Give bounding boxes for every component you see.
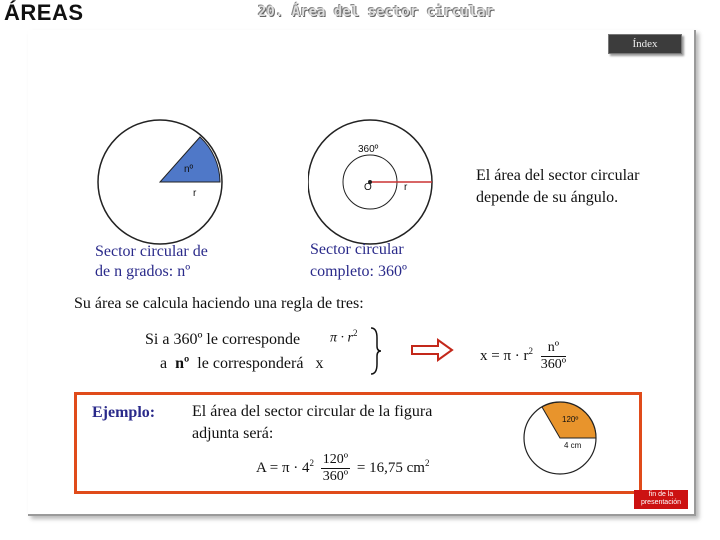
sector-formula <box>480 340 566 373</box>
rule-corresponde: le corresponderá <box>197 355 304 372</box>
example-text-2: adjunta será: <box>192 425 274 442</box>
sector-n-caption-2: de n grados: nº <box>95 263 191 280</box>
example-diagram <box>520 398 600 478</box>
eq-lhs: A = π · 4 <box>256 459 310 476</box>
sector-n-diagram <box>90 112 230 252</box>
formula-exp: 2 <box>528 345 534 356</box>
rule-of-three-text: Su área se calcula haciendo una regla de tres: <box>74 295 364 312</box>
example-text-1: El área del sector circular de la figura <box>192 403 433 420</box>
eq-result: = 16,75 cm <box>356 459 425 476</box>
intro-line-2: depende de su ángulo. <box>476 189 619 206</box>
rule-a: a <box>160 355 168 372</box>
angle-label: 120º <box>562 415 579 424</box>
page-title: ÁREAS <box>4 0 84 25</box>
intro-line-1: El área del sector circular <box>476 167 640 184</box>
sector-full-caption-1: Sector circular <box>310 241 404 258</box>
end-label-1: fin de la <box>648 491 674 498</box>
rule-x: x <box>315 355 324 372</box>
implies-arrow-icon <box>410 338 454 362</box>
sector-n-caption-1: Sector circular de <box>95 243 208 260</box>
rule-line-1: Si a 360º le corresponde <box>145 331 301 348</box>
rule-line-2 <box>160 354 323 374</box>
formula-lhs: x = π · r <box>480 347 529 364</box>
angle-label: nº <box>184 164 194 175</box>
formula-num: nº <box>541 340 566 357</box>
section-subtitle: 20. Área del sector circular <box>258 4 495 20</box>
radius-label: 4 cm <box>564 441 582 450</box>
angle-label: 360º <box>358 144 379 155</box>
pi-r-text: π · r <box>330 330 353 346</box>
pi-r2 <box>330 328 357 347</box>
sector-full-diagram <box>308 110 448 250</box>
brace <box>368 326 382 376</box>
example-equation: $A = \pi \cdot 4^2$ $\frac{\text{120º}}{\text{360º}}$ = 16,75 $cm^2$ <box>256 452 430 484</box>
index-button[interactable]: Índex <box>608 34 682 54</box>
eq-num: 120º <box>322 452 349 467</box>
rule-n: nº <box>175 355 190 372</box>
exponent: 2 <box>352 328 358 338</box>
end-label-2: presentación <box>640 499 682 506</box>
sector-full-caption-2: completo: 360º <box>310 263 407 280</box>
radius-label: r <box>193 188 197 199</box>
center-label: O <box>364 182 372 193</box>
formula-den: 360º <box>540 357 567 372</box>
radius-label: r <box>404 182 408 193</box>
eq-den: 360º <box>322 469 349 484</box>
example-label: Ejemplo: <box>92 404 156 421</box>
end-presentation-button[interactable] <box>634 490 688 509</box>
